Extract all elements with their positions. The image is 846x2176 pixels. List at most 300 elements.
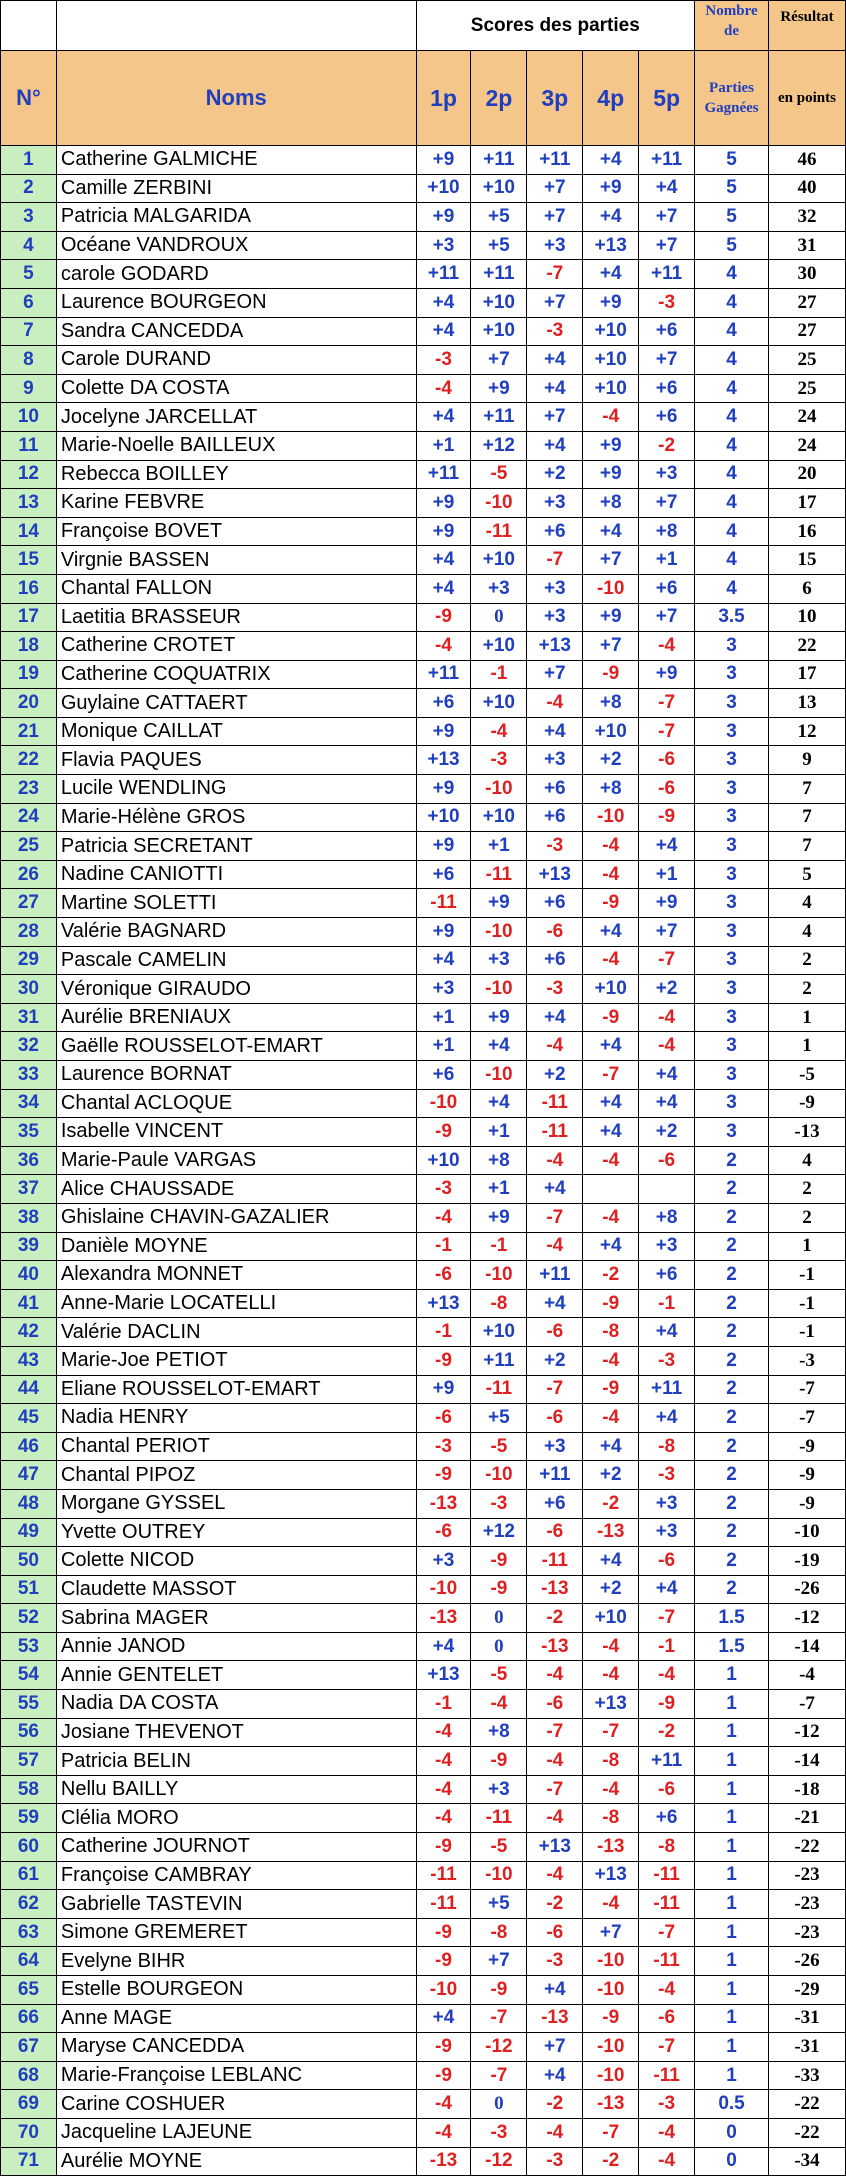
score-1p: -4 — [416, 374, 471, 403]
score-4p: -9 — [583, 660, 639, 689]
score-4p: +8 — [583, 489, 639, 518]
player-name: Martine SOLETTI — [56, 889, 416, 918]
score-3p: -11 — [527, 1089, 583, 1118]
score-4p: -10 — [583, 1947, 639, 1976]
table-row — [1, 889, 846, 918]
player-number: 39 — [1, 1232, 57, 1261]
score-1p: -9 — [416, 2061, 471, 2090]
score-1p: -6 — [416, 1404, 471, 1433]
score-1p: +4 — [416, 317, 471, 346]
resultat-points: -31 — [768, 2033, 845, 2062]
score-5p: -6 — [639, 1547, 695, 1576]
score-5p: +8 — [639, 517, 695, 546]
resultat-points: 2 — [768, 1203, 845, 1232]
score-3p: -7 — [527, 1375, 583, 1404]
parties-gagnees: 4 — [695, 574, 769, 603]
player-number: 7 — [1, 317, 57, 346]
score-5p: -8 — [639, 1432, 695, 1461]
score-4p: -10 — [583, 1976, 639, 2005]
score-5p: -4 — [639, 632, 695, 661]
score-2p: +1 — [471, 832, 527, 861]
score-1p: -9 — [416, 1346, 471, 1375]
score-4p: -10 — [583, 803, 639, 832]
resultat-points: -7 — [768, 1404, 845, 1433]
player-name: Evelyne BIHR — [56, 1947, 416, 1976]
score-3p: +2 — [527, 460, 583, 489]
score-1p: +13 — [416, 746, 471, 775]
score-5p: -11 — [639, 1861, 695, 1890]
resultat-points: 25 — [768, 346, 845, 375]
parties-gagnees: 1 — [695, 1661, 769, 1690]
score-2p: -1 — [471, 1232, 527, 1261]
player-name: Françoise CAMBRAY — [56, 1861, 416, 1890]
player-number: 3 — [1, 203, 57, 232]
table-row — [1, 1089, 846, 1118]
player-name: Virgnie BASSEN — [56, 546, 416, 575]
player-number: 19 — [1, 660, 57, 689]
score-1p: +9 — [416, 832, 471, 861]
table-row — [1, 632, 846, 661]
player-name: Marie-Noelle BAILLEUX — [56, 431, 416, 460]
resultat-points: 2 — [768, 1175, 845, 1204]
player-name: Marie-Joe PETIOT — [56, 1346, 416, 1375]
player-name: Colette NICOD — [56, 1547, 416, 1576]
player-number: 10 — [1, 403, 57, 432]
score-4p: +10 — [583, 717, 639, 746]
column-header-4p: 4p — [583, 51, 639, 146]
score-4p: -2 — [583, 1261, 639, 1290]
score-5p: -6 — [639, 746, 695, 775]
parties-gagnees: 1 — [695, 2061, 769, 2090]
score-5p: -6 — [639, 1775, 695, 1804]
score-3p: -3 — [527, 1947, 583, 1976]
player-number: 20 — [1, 689, 57, 718]
score-4p: -4 — [583, 860, 639, 889]
score-4p: -7 — [583, 1718, 639, 1747]
resultat-points: -34 — [768, 2147, 845, 2176]
player-number: 29 — [1, 946, 57, 975]
player-number: 64 — [1, 1947, 57, 1976]
player-name: Nellu BAILLY — [56, 1775, 416, 1804]
player-name: Clélia MORO — [56, 1804, 416, 1833]
player-name: Véronique GIRAUDO — [56, 975, 416, 1004]
resultat-points: 24 — [768, 431, 845, 460]
score-2p: +12 — [471, 1518, 527, 1547]
score-4p: -4 — [583, 1404, 639, 1433]
score-3p: -4 — [527, 1804, 583, 1833]
parties-gagnees: 4 — [695, 317, 769, 346]
parties-gagnees: 1 — [695, 1833, 769, 1862]
score-1p: +10 — [416, 174, 471, 203]
player-number: 41 — [1, 1289, 57, 1318]
player-number: 50 — [1, 1547, 57, 1576]
score-3p: +13 — [527, 860, 583, 889]
table-row — [1, 1289, 846, 1318]
parties-gagnees: 3 — [695, 660, 769, 689]
score-4p: -9 — [583, 2004, 639, 2033]
resultat-points: 1 — [768, 1232, 845, 1261]
score-3p: +11 — [527, 146, 583, 175]
parties-gagnees: 1 — [695, 1747, 769, 1776]
score-1p: +1 — [416, 1032, 471, 1061]
score-4p: -8 — [583, 1747, 639, 1776]
score-2p: -4 — [471, 717, 527, 746]
player-number: 17 — [1, 603, 57, 632]
score-3p: -2 — [527, 2090, 583, 2119]
score-4p: +4 — [583, 1118, 639, 1147]
table-row — [1, 1489, 846, 1518]
score-1p: +11 — [416, 660, 471, 689]
resultat-points: -12 — [768, 1718, 845, 1747]
table-row — [1, 1032, 846, 1061]
table-row — [1, 1432, 846, 1461]
parties-gagnees: 2 — [695, 1346, 769, 1375]
table-row — [1, 775, 846, 804]
player-number: 55 — [1, 1690, 57, 1719]
player-number: 44 — [1, 1375, 57, 1404]
player-name: Isabelle VINCENT — [56, 1118, 416, 1147]
score-5p: -1 — [639, 1632, 695, 1661]
parties-gagnees: 2 — [695, 1575, 769, 1604]
nombre-label: Nombre — [705, 3, 758, 19]
player-name: carole GODARD — [56, 260, 416, 289]
player-name: Carine COSHUER — [56, 2090, 416, 2119]
parties-gagnees: 2 — [695, 1232, 769, 1261]
player-number: 15 — [1, 546, 57, 575]
score-5p: +3 — [639, 1518, 695, 1547]
score-3p: +13 — [527, 632, 583, 661]
table-row — [1, 146, 846, 175]
score-3p: +7 — [527, 203, 583, 232]
score-4p: -4 — [583, 1346, 639, 1375]
player-name: Lucile WENDLING — [56, 775, 416, 804]
table-row — [1, 689, 846, 718]
table-row — [1, 260, 846, 289]
score-5p: -7 — [639, 2033, 695, 2062]
parties-gagnees: 3 — [695, 832, 769, 861]
column-header-1p: 1p — [416, 51, 471, 146]
score-1p: +13 — [416, 1289, 471, 1318]
resultat-points: 4 — [768, 918, 845, 947]
score-4p: +10 — [583, 346, 639, 375]
resultat-points: -7 — [768, 1690, 845, 1719]
score-4p: +2 — [583, 1461, 639, 1490]
score-3p: -6 — [527, 1918, 583, 1947]
score-1p: -6 — [416, 1261, 471, 1290]
table-row — [1, 1375, 846, 1404]
parties-gagnees: 5 — [695, 174, 769, 203]
score-5p: +6 — [639, 403, 695, 432]
score-5p: -8 — [639, 1833, 695, 1862]
score-1p: -10 — [416, 1575, 471, 1604]
score-5p: -11 — [639, 1890, 695, 1919]
score-5p: +4 — [639, 1061, 695, 1090]
table-row — [1, 803, 846, 832]
score-4p: +9 — [583, 431, 639, 460]
score-3p: +11 — [527, 1461, 583, 1490]
resultat-points: 6 — [768, 574, 845, 603]
score-4p: -4 — [583, 403, 639, 432]
player-number: 38 — [1, 1203, 57, 1232]
score-2p: 0 — [471, 603, 527, 632]
score-4p: +4 — [583, 1232, 639, 1261]
score-3p: +6 — [527, 517, 583, 546]
parties-gagnees: 3 — [695, 632, 769, 661]
score-5p: +11 — [639, 1747, 695, 1776]
table-row — [1, 746, 846, 775]
de-label: de — [724, 23, 740, 39]
score-4p: +4 — [583, 203, 639, 232]
table-row — [1, 574, 846, 603]
score-4p: -4 — [583, 832, 639, 861]
score-3p: -4 — [527, 1861, 583, 1890]
resultat-points: 5 — [768, 860, 845, 889]
table-row — [1, 918, 846, 947]
player-name: Rebecca BOILLEY — [56, 460, 416, 489]
player-name: Flavia PAQUES — [56, 746, 416, 775]
player-name: Colette DA COSTA — [56, 374, 416, 403]
parties-gagnees: 0 — [695, 2118, 769, 2147]
score-2p: -10 — [471, 775, 527, 804]
table-row — [1, 2090, 846, 2119]
table-row — [1, 2118, 846, 2147]
player-number: 42 — [1, 1318, 57, 1347]
player-name: Aurélie BRENIAUX — [56, 1003, 416, 1032]
player-name: Maryse CANCEDDA — [56, 2033, 416, 2062]
score-3p: -7 — [527, 1203, 583, 1232]
score-1p: -3 — [416, 1175, 471, 1204]
score-3p: -6 — [527, 1518, 583, 1547]
score-3p: +3 — [527, 746, 583, 775]
score-2p: -12 — [471, 2033, 527, 2062]
score-5p: -9 — [639, 1690, 695, 1719]
score-1p: -4 — [416, 1804, 471, 1833]
score-3p: +3 — [527, 489, 583, 518]
table-row — [1, 431, 846, 460]
player-number: 60 — [1, 1833, 57, 1862]
score-1p: -4 — [416, 2118, 471, 2147]
score-1p: -3 — [416, 1432, 471, 1461]
resultat-points: -1 — [768, 1318, 845, 1347]
player-number: 9 — [1, 374, 57, 403]
player-number: 28 — [1, 918, 57, 947]
parties-gagnees: 3 — [695, 689, 769, 718]
player-number: 66 — [1, 2004, 57, 2033]
parties-gagnees: 1.5 — [695, 1604, 769, 1633]
score-3p: -13 — [527, 2004, 583, 2033]
player-number: 23 — [1, 775, 57, 804]
score-1p: +10 — [416, 1146, 471, 1175]
score-4p: -9 — [583, 889, 639, 918]
resultat-points: -29 — [768, 1976, 845, 2005]
player-number: 61 — [1, 1861, 57, 1890]
player-name: Guylaine CATTAERT — [56, 689, 416, 718]
player-name: Claudette MASSOT — [56, 1575, 416, 1604]
resultat-points: -14 — [768, 1632, 845, 1661]
player-name: Carole DURAND — [56, 346, 416, 375]
score-2p: -9 — [471, 1575, 527, 1604]
parties-gagnees: 1 — [695, 1890, 769, 1919]
table-row — [1, 1575, 846, 1604]
score-1p: -9 — [416, 1918, 471, 1947]
score-2p: -10 — [471, 918, 527, 947]
player-name: Nadia HENRY — [56, 1404, 416, 1433]
score-5p: +9 — [639, 889, 695, 918]
parties-gagnees: 2 — [695, 1203, 769, 1232]
score-4p: -10 — [583, 2061, 639, 2090]
player-name: Estelle BOURGEON — [56, 1976, 416, 2005]
resultat-points: -26 — [768, 1947, 845, 1976]
score-3p: -3 — [527, 832, 583, 861]
player-number: 4 — [1, 231, 57, 260]
score-3p: -4 — [527, 1232, 583, 1261]
score-4p: -4 — [583, 1890, 639, 1919]
score-5p: -11 — [639, 2061, 695, 2090]
table-row — [1, 2147, 846, 2176]
player-number: 59 — [1, 1804, 57, 1833]
header-row-columns — [1, 51, 846, 146]
score-5p: +4 — [639, 1575, 695, 1604]
parties-gagnees: 4 — [695, 288, 769, 317]
score-4p: -9 — [583, 1289, 639, 1318]
parties-gagnees: 3 — [695, 975, 769, 1004]
column-header-no: N° — [1, 51, 57, 146]
score-3p: +4 — [527, 1289, 583, 1318]
resultat-points: -4 — [768, 1661, 845, 1690]
score-3p: -11 — [527, 1118, 583, 1147]
score-3p: +6 — [527, 1489, 583, 1518]
player-number: 70 — [1, 2118, 57, 2147]
score-5p: -1 — [639, 1289, 695, 1318]
score-1p: -4 — [416, 1718, 471, 1747]
score-2p: +3 — [471, 574, 527, 603]
table-row — [1, 1346, 846, 1375]
header-row-top — [1, 1, 846, 51]
resultat-points: 12 — [768, 717, 845, 746]
score-5p: +6 — [639, 317, 695, 346]
score-2p: +10 — [471, 803, 527, 832]
score-1p: +9 — [416, 717, 471, 746]
score-4p: +2 — [583, 1575, 639, 1604]
parties-gagnees: 4 — [695, 260, 769, 289]
resultat-points: 24 — [768, 403, 845, 432]
score-2p: +4 — [471, 1032, 527, 1061]
resultat-points: -22 — [768, 2118, 845, 2147]
table-row — [1, 1661, 846, 1690]
score-5p: +7 — [639, 603, 695, 632]
score-4p: +7 — [583, 632, 639, 661]
table-row — [1, 1861, 846, 1890]
score-5p: -7 — [639, 717, 695, 746]
score-4p: -8 — [583, 1804, 639, 1833]
resultat-points: -9 — [768, 1432, 845, 1461]
score-4p: -8 — [583, 1318, 639, 1347]
score-2p: -5 — [471, 460, 527, 489]
score-4p: -10 — [583, 2033, 639, 2062]
score-2p: -3 — [471, 2118, 527, 2147]
player-number: 2 — [1, 174, 57, 203]
score-4p: -2 — [583, 2147, 639, 2176]
score-5p: +4 — [639, 832, 695, 861]
resultat-points: -22 — [768, 1833, 845, 1862]
player-number: 13 — [1, 489, 57, 518]
score-1p: -3 — [416, 346, 471, 375]
score-2p: 0 — [471, 2090, 527, 2119]
parties-gagnees: 1 — [695, 1804, 769, 1833]
parties-gagnees: 1 — [695, 1976, 769, 2005]
score-3p: +3 — [527, 1432, 583, 1461]
player-number: 56 — [1, 1718, 57, 1747]
player-number: 8 — [1, 346, 57, 375]
resultat-points: 13 — [768, 689, 845, 718]
score-4p: +13 — [583, 1690, 639, 1719]
score-3p: -13 — [527, 1632, 583, 1661]
resultat-points: 4 — [768, 889, 845, 918]
table-row — [1, 1690, 846, 1719]
score-2p: -8 — [471, 1918, 527, 1947]
player-name: Camille ZERBINI — [56, 174, 416, 203]
player-number: 62 — [1, 1890, 57, 1919]
resultat-points: -5 — [768, 1061, 845, 1090]
score-1p: +3 — [416, 1547, 471, 1576]
resultat-header: Résultat — [768, 1, 845, 51]
resultat-points: -23 — [768, 1918, 845, 1947]
score-4p: +4 — [583, 1032, 639, 1061]
player-name: Catherine JOURNOT — [56, 1833, 416, 1862]
score-4p: -7 — [583, 2118, 639, 2147]
score-2p: +12 — [471, 431, 527, 460]
score-3p: +3 — [527, 574, 583, 603]
table-row — [1, 1976, 846, 2005]
score-4p: +8 — [583, 775, 639, 804]
player-number: 36 — [1, 1146, 57, 1175]
score-5p: +4 — [639, 1404, 695, 1433]
player-number: 18 — [1, 632, 57, 661]
resultat-points: -1 — [768, 1261, 845, 1290]
score-4p: -4 — [583, 1203, 639, 1232]
player-number: 43 — [1, 1346, 57, 1375]
score-5p: +4 — [639, 1089, 695, 1118]
score-3p: +13 — [527, 1833, 583, 1862]
score-4p: +9 — [583, 603, 639, 632]
resultat-points: 22 — [768, 632, 845, 661]
score-5p: +11 — [639, 146, 695, 175]
score-1p: -6 — [416, 1518, 471, 1547]
player-name: Chantal FALLON — [56, 574, 416, 603]
score-4p: -4 — [583, 946, 639, 975]
score-3p: +11 — [527, 1261, 583, 1290]
gagnees-label: Gagnées — [704, 100, 759, 116]
score-4p: +8 — [583, 689, 639, 718]
player-name: Karine FEBVRE — [56, 489, 416, 518]
score-3p: +4 — [527, 346, 583, 375]
score-4p: +4 — [583, 1432, 639, 1461]
resultat-points: -19 — [768, 1547, 845, 1576]
resultat-points: -10 — [768, 1518, 845, 1547]
player-number: 45 — [1, 1404, 57, 1433]
parties-gagnees: 3 — [695, 775, 769, 804]
resultat-points: -13 — [768, 1118, 845, 1147]
player-name: Laurence BOURGEON — [56, 288, 416, 317]
resultat-points: -31 — [768, 2004, 845, 2033]
score-5p: -2 — [639, 431, 695, 460]
score-1p: -10 — [416, 1089, 471, 1118]
score-3p: +7 — [527, 660, 583, 689]
player-number: 27 — [1, 889, 57, 918]
parties-gagnees: 4 — [695, 431, 769, 460]
score-3p: +4 — [527, 431, 583, 460]
score-2p: +9 — [471, 1003, 527, 1032]
